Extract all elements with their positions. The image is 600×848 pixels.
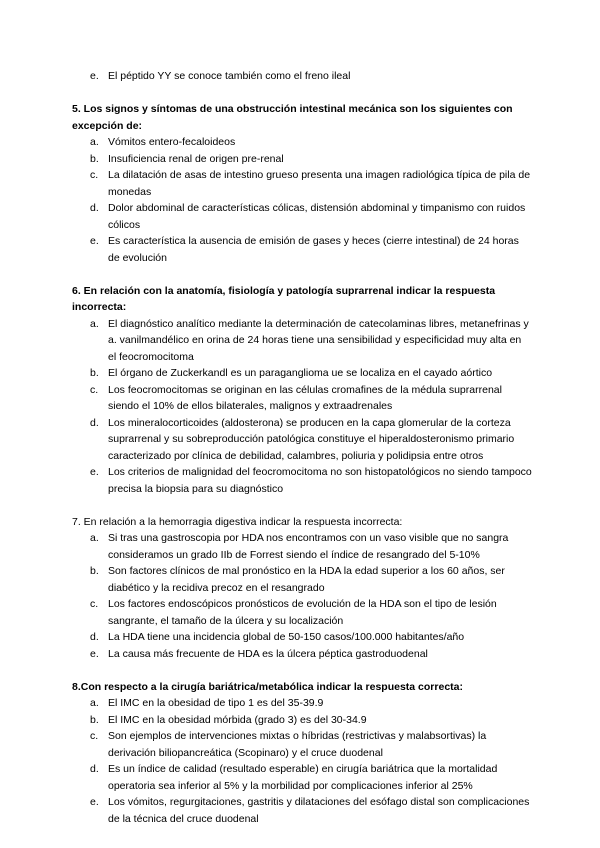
option-text: El órgano de Zuckerkandl es un paraganglioma ue se localiza en el cayado aórtico xyxy=(108,367,493,379)
question-7-title: 7. En relación a la hemorragia digestiva indicar la respuesta incorrecta: xyxy=(72,515,403,528)
option-text: El IMC en la obesidad mórbida (grado 3) es del 30-34.9 xyxy=(108,713,367,726)
option-text: La dilatación de asas de intestino grueso presenta una imagen radiológica típica de pila de monedas xyxy=(108,169,531,198)
option-letter: c. xyxy=(90,169,99,181)
option-letter: e. xyxy=(90,796,99,808)
option-text: Los vómitos, regurgitaciones, gastritis y dilataciones del esófago distal son complicaciones de la técnica del cruce duodenal xyxy=(108,796,530,825)
spacer xyxy=(72,497,532,514)
question-5-title: 5. Los signos y síntomas de una obstrucción intestinal mecánica son los siguientes con excepción de: xyxy=(72,103,513,132)
option-text: Son factores clínicos de mal pronóstico en la HDA la edad superior a los 60 años, ser diabético y la recidiva precoz en el resangrado xyxy=(108,565,505,594)
option-text: Dolor abdominal de características cólicas, distensión abdominal y timpanismo con ruidos cólicos xyxy=(108,202,526,231)
option-item xyxy=(72,134,532,151)
option-item xyxy=(72,233,532,266)
option-letter: d. xyxy=(90,202,99,214)
option-text: Insuficiencia renal de origen pre-renal xyxy=(108,152,284,165)
option-letter: b. xyxy=(90,565,99,577)
question-6 xyxy=(72,283,532,498)
option-text: Es característica la ausencia de emisión de gases y heces (cierre intestinal) de 24 horas de evolución xyxy=(108,235,519,264)
option-letter: a. xyxy=(90,697,99,709)
document-page xyxy=(72,68,532,827)
option-letter: a. xyxy=(90,532,99,544)
option-text: Los mineralocorticoides (aldosterona) se producen en la capa glomerular de la corteza suprarrenal y su sobreproducción patológica constituye el hiperaldosteronismo primario caracterizado por clínica de debilidad, calambres, poliuria y polidipsia entre otros xyxy=(108,416,515,462)
option-text: El diagnóstico analítico mediante la determinación de catecolaminas libres, metanefrinas y a. vanilmandélico en orina de 24 horas tiene una sensibilidad y especificidad muy alta en el feocromocitoma xyxy=(108,317,529,363)
question-6-title: 6. En relación con la anatomía, fisiología y patología suprarrenal indicar la respuesta incorrecta: xyxy=(72,284,496,313)
option-text: Son ejemplos de intervenciones mixtas o híbridas (restrictivas y malabsortivas) la derivación biliopancreática (Scopinaro) y el cruce duodenal xyxy=(108,730,487,759)
option-letter: e. xyxy=(90,235,99,247)
option-letter: b. xyxy=(90,367,99,379)
option-item xyxy=(72,646,532,663)
option-letter: e. xyxy=(90,647,99,660)
question-7-options xyxy=(72,530,532,662)
option-letter: c. xyxy=(90,730,99,742)
option-text: Los factores endoscópicos pronósticos de evolución de la HDA son el tipo de lesión sangrante, el tamaño de la úlcera y su localización xyxy=(108,598,497,627)
option-text: La causa más frecuente de HDA es la úlcera péptica gastroduodenal xyxy=(108,647,428,660)
option-item xyxy=(72,629,532,646)
spacer xyxy=(72,662,532,679)
option-item xyxy=(72,415,532,465)
option-letter: d. xyxy=(90,631,99,643)
question-4-options xyxy=(72,68,532,85)
option-item xyxy=(72,728,532,761)
option-text: Los feocromocitomas se originan en las células cromafines de la médula suprarrenal siendo el 10% de ellos bilaterales, malignos y extraadrenales xyxy=(108,383,502,412)
option-letter: e. xyxy=(90,466,99,478)
question-5 xyxy=(72,101,532,266)
question-6-options xyxy=(72,316,532,498)
question-8-options xyxy=(72,695,532,827)
option-letter: b. xyxy=(90,152,99,165)
option-text: Los criterios de malignidad del feocromocitoma no son histopatológicos no siendo tampoco precisa la biopsia para su diagnóstico xyxy=(108,466,532,495)
question-8 xyxy=(72,679,532,828)
option-item xyxy=(72,695,532,712)
option-item xyxy=(72,712,532,729)
question-8-title: 8.Con respecto a la cirugía bariátrica/metabólica indicar la respuesta correcta: xyxy=(72,680,463,693)
option-letter: a. xyxy=(90,317,99,330)
spacer xyxy=(72,266,532,283)
option-item xyxy=(72,563,532,596)
option-letter: d. xyxy=(90,763,99,775)
option-item xyxy=(72,464,532,497)
question-5-options xyxy=(72,134,532,266)
option-item xyxy=(72,200,532,233)
option-text: Vómitos entero-fecaloideos xyxy=(108,136,236,148)
spacer xyxy=(72,85,532,102)
option-letter: b. xyxy=(90,713,99,726)
option-text: El péptido YY se conoce también como el freno ileal xyxy=(108,70,351,82)
option-item xyxy=(72,761,532,794)
option-letter: a. xyxy=(90,136,99,148)
option-letter: c. xyxy=(90,383,99,396)
option-item xyxy=(72,365,532,382)
option-item xyxy=(72,596,532,629)
option-item xyxy=(72,530,532,563)
option-text: Es un índice de calidad (resultado esperable) en cirugía bariátrica que la mortalidad operatoria sea inferior al 5% y la morbilidad por complicaciones inferior al 25% xyxy=(108,763,498,792)
option-item xyxy=(72,794,532,827)
option-letter: d. xyxy=(90,416,99,429)
option-item xyxy=(72,316,532,366)
option-text: La HDA tiene una incidencia global de 50-150 casos/100.000 habitantes/año xyxy=(108,631,465,643)
question-4-tail xyxy=(72,68,532,85)
option-letter: e. xyxy=(90,70,99,82)
option-letter: c. xyxy=(90,598,99,610)
option-item xyxy=(72,382,532,415)
option-item xyxy=(72,68,532,85)
option-text: Si tras una gastroscopia por HDA nos encontramos con un vaso visible que no sangra consideramos un grado IIb de Forrest siendo el índice de resangrado del 5-10% xyxy=(108,532,509,561)
option-item xyxy=(72,167,532,200)
option-text: El IMC en la obesidad de tipo 1 es del 35-39.9 xyxy=(108,697,324,709)
question-7 xyxy=(72,514,532,663)
option-item xyxy=(72,151,532,168)
